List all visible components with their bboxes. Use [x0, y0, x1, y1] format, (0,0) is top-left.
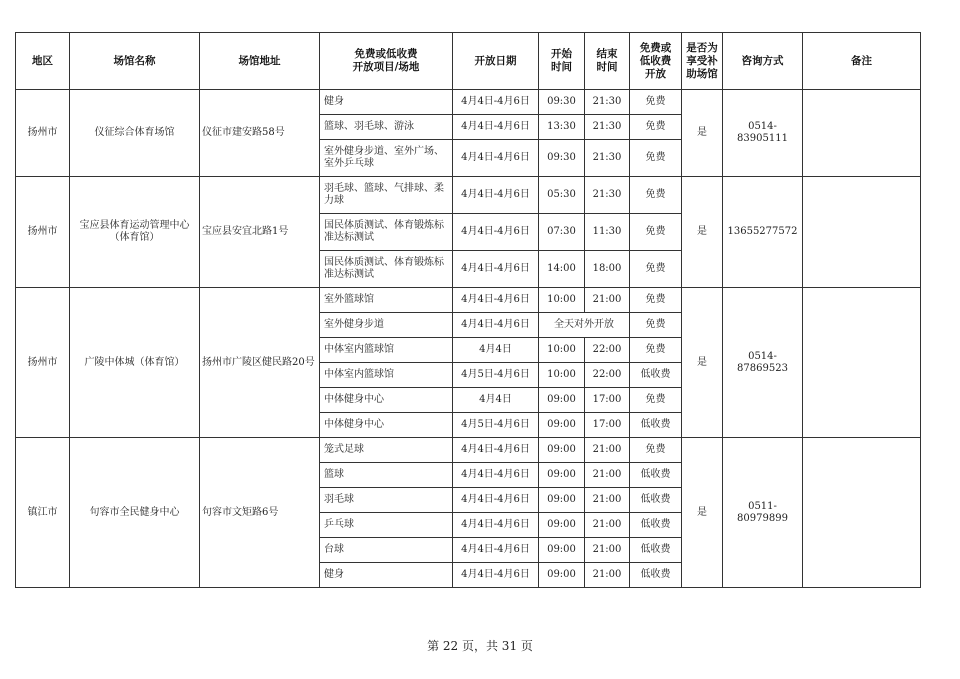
end-time-cell: 11:30 — [585, 214, 630, 251]
start-time-cell: 09:00 — [539, 388, 585, 413]
end-time-cell: 17:00 — [585, 388, 630, 413]
header-date: 开放日期 — [453, 33, 539, 90]
end-time-cell: 21:00 — [585, 538, 630, 563]
header-row — [16, 33, 921, 90]
venue-name-cell: 广陵中体城（体育馆） — [70, 288, 200, 438]
end-time-cell: 21:30 — [585, 90, 630, 115]
end-time-cell: 21:00 — [585, 463, 630, 488]
open-item-cell: 台球 — [320, 538, 453, 563]
start-time-cell: 10:00 — [539, 338, 585, 363]
open-item-cell: 篮球 — [320, 463, 453, 488]
open-date-cell: 4月5日-4月6日 — [453, 363, 539, 388]
contact-cell: 0511-80979899 — [723, 438, 803, 588]
open-date-cell: 4月4日-4月6日 — [453, 488, 539, 513]
open-item-cell: 篮球、羽毛球、游泳 — [320, 115, 453, 140]
start-time-cell: 09:30 — [539, 90, 585, 115]
subsidy-cell: 是 — [682, 90, 723, 177]
open-date-cell: 4月4日-4月6日 — [453, 438, 539, 463]
venue-name-cell: 宝应县体育运动管理中心（体育馆） — [70, 177, 200, 288]
open-item-cell: 健身 — [320, 90, 453, 115]
header-fee: 免费或 低收费 开放 — [630, 33, 682, 90]
start-time-cell: 10:00 — [539, 363, 585, 388]
header-end: 结束 时间 — [585, 33, 630, 90]
open-item-cell: 健身 — [320, 563, 453, 588]
fee-type-cell: 免费 — [630, 388, 682, 413]
fee-type-cell: 免费 — [630, 338, 682, 363]
remark-cell — [803, 288, 921, 438]
header-subsidy: 是否为 享受补 助场馆 — [682, 33, 723, 90]
fee-type-cell: 低收费 — [630, 463, 682, 488]
fee-type-cell: 低收费 — [630, 488, 682, 513]
open-item-cell: 中体健身中心 — [320, 413, 453, 438]
venue-table-container — [15, 32, 920, 615]
end-time-cell: 21:30 — [585, 115, 630, 140]
region-cell: 镇江市 — [16, 438, 70, 588]
header-contact: 咨询方式 — [723, 33, 803, 90]
fee-type-cell: 免费 — [630, 115, 682, 140]
open-item-cell: 中体室内篮球馆 — [320, 338, 453, 363]
start-time-cell: 07:30 — [539, 214, 585, 251]
contact-cell: 0514-87869523 — [723, 288, 803, 438]
start-time-cell: 13:30 — [539, 115, 585, 140]
open-item-cell: 乒乓球 — [320, 513, 453, 538]
start-time-cell: 09:30 — [539, 140, 585, 177]
start-time-cell: 09:00 — [539, 563, 585, 588]
open-date-cell: 4月4日-4月6日 — [453, 251, 539, 288]
open-item-cell: 室外篮球馆 — [320, 288, 453, 313]
table-row — [16, 288, 921, 313]
header-start: 开始 时间 — [539, 33, 585, 90]
fee-type-cell: 免费 — [630, 90, 682, 115]
subsidy-cell: 是 — [682, 177, 723, 288]
open-date-cell: 4月4日-4月6日 — [453, 288, 539, 313]
open-date-cell: 4月4日 — [453, 338, 539, 363]
subsidy-cell: 是 — [682, 288, 723, 438]
open-date-cell: 4月4日 — [453, 388, 539, 413]
fee-type-cell: 免费 — [630, 288, 682, 313]
end-time-cell: 22:00 — [585, 338, 630, 363]
fee-type-cell: 低收费 — [630, 538, 682, 563]
open-date-cell: 4月4日-4月6日 — [453, 313, 539, 338]
all-day-cell: 全天对外开放 — [539, 313, 630, 338]
open-date-cell: 4月4日-4月6日 — [453, 90, 539, 115]
fee-type-cell: 低收费 — [630, 363, 682, 388]
venue-address-cell: 仪征市建安路58号 — [200, 90, 320, 177]
table-row — [16, 177, 921, 214]
start-time-cell: 14:00 — [539, 251, 585, 288]
start-time-cell: 09:00 — [539, 438, 585, 463]
open-item-cell: 国民体质测试、体育锻炼标准达标测试 — [320, 251, 453, 288]
open-date-cell: 4月4日-4月6日 — [453, 538, 539, 563]
venue-address-cell: 宝应县安宜北路1号 — [200, 177, 320, 288]
fee-type-cell: 低收费 — [630, 413, 682, 438]
fee-type-cell: 免费 — [630, 251, 682, 288]
subsidy-cell: 是 — [682, 438, 723, 588]
open-date-cell: 4月4日-4月6日 — [453, 563, 539, 588]
end-time-cell: 21:00 — [585, 563, 630, 588]
open-item-cell: 室外健身步道 — [320, 313, 453, 338]
open-date-cell: 4月4日-4月6日 — [453, 177, 539, 214]
end-time-cell: 21:00 — [585, 288, 630, 313]
start-time-cell: 09:00 — [539, 538, 585, 563]
fee-type-cell: 免费 — [630, 140, 682, 177]
start-time-cell: 09:00 — [539, 488, 585, 513]
start-time-cell: 09:00 — [539, 463, 585, 488]
table-body — [16, 90, 921, 588]
remark-cell — [803, 90, 921, 177]
venue-name-cell: 句容市全民健身中心 — [70, 438, 200, 588]
start-time-cell: 10:00 — [539, 288, 585, 313]
region-cell: 扬州市 — [16, 90, 70, 177]
table-row — [16, 90, 921, 115]
end-time-cell: 22:00 — [585, 363, 630, 388]
open-date-cell: 4月5日-4月6日 — [453, 413, 539, 438]
region-cell: 扬州市 — [16, 288, 70, 438]
venue-address-cell: 扬州市广陵区健民路20号 — [200, 288, 320, 438]
open-item-cell: 笼式足球 — [320, 438, 453, 463]
end-time-cell: 21:00 — [585, 513, 630, 538]
start-time-cell: 05:30 — [539, 177, 585, 214]
remark-cell — [803, 177, 921, 288]
page-number: 第 22 页，共 31 页 — [427, 639, 533, 653]
open-date-cell: 4月4日-4月6日 — [453, 463, 539, 488]
open-date-cell: 4月4日-4月6日 — [453, 115, 539, 140]
header-region: 地区 — [16, 33, 70, 90]
start-time-cell: 09:00 — [539, 513, 585, 538]
open-item-cell: 国民体质测试、体育锻炼标准达标测试 — [320, 214, 453, 251]
contact-cell: 13655277572 — [723, 177, 803, 288]
end-time-cell: 21:30 — [585, 177, 630, 214]
end-time-cell: 21:00 — [585, 438, 630, 463]
end-time-cell: 17:00 — [585, 413, 630, 438]
end-time-cell: 18:00 — [585, 251, 630, 288]
fee-type-cell: 免费 — [630, 177, 682, 214]
venue-name-cell: 仪征综合体育场馆 — [70, 90, 200, 177]
fee-type-cell: 免费 — [630, 214, 682, 251]
fee-type-cell: 免费 — [630, 313, 682, 338]
fee-type-cell: 低收费 — [630, 563, 682, 588]
header-venue: 场馆名称 — [70, 33, 200, 90]
open-item-cell: 羽毛球 — [320, 488, 453, 513]
header-item: 免费或低收费 开放项目/场地 — [320, 33, 453, 90]
venue-table — [15, 32, 921, 588]
remark-cell — [803, 438, 921, 588]
open-date-cell: 4月4日-4月6日 — [453, 140, 539, 177]
header-remark: 备注 — [803, 33, 921, 90]
table-row — [16, 438, 921, 463]
fee-type-cell: 低收费 — [630, 513, 682, 538]
open-item-cell: 中体室内篮球馆 — [320, 363, 453, 388]
open-item-cell: 羽毛球、篮球、气排球、柔力球 — [320, 177, 453, 214]
end-time-cell: 21:00 — [585, 488, 630, 513]
open-date-cell: 4月4日-4月6日 — [453, 214, 539, 251]
region-cell: 扬州市 — [16, 177, 70, 288]
open-item-cell: 室外健身步道、室外广场、室外乒乓球 — [320, 140, 453, 177]
header-address: 场馆地址 — [200, 33, 320, 90]
end-time-cell: 21:30 — [585, 140, 630, 177]
open-item-cell: 中体健身中心 — [320, 388, 453, 413]
start-time-cell: 09:00 — [539, 413, 585, 438]
fee-type-cell: 免费 — [630, 438, 682, 463]
venue-address-cell: 句容市文矩路6号 — [200, 438, 320, 588]
contact-cell: 0514-83905111 — [723, 90, 803, 177]
open-date-cell: 4月4日-4月6日 — [453, 513, 539, 538]
